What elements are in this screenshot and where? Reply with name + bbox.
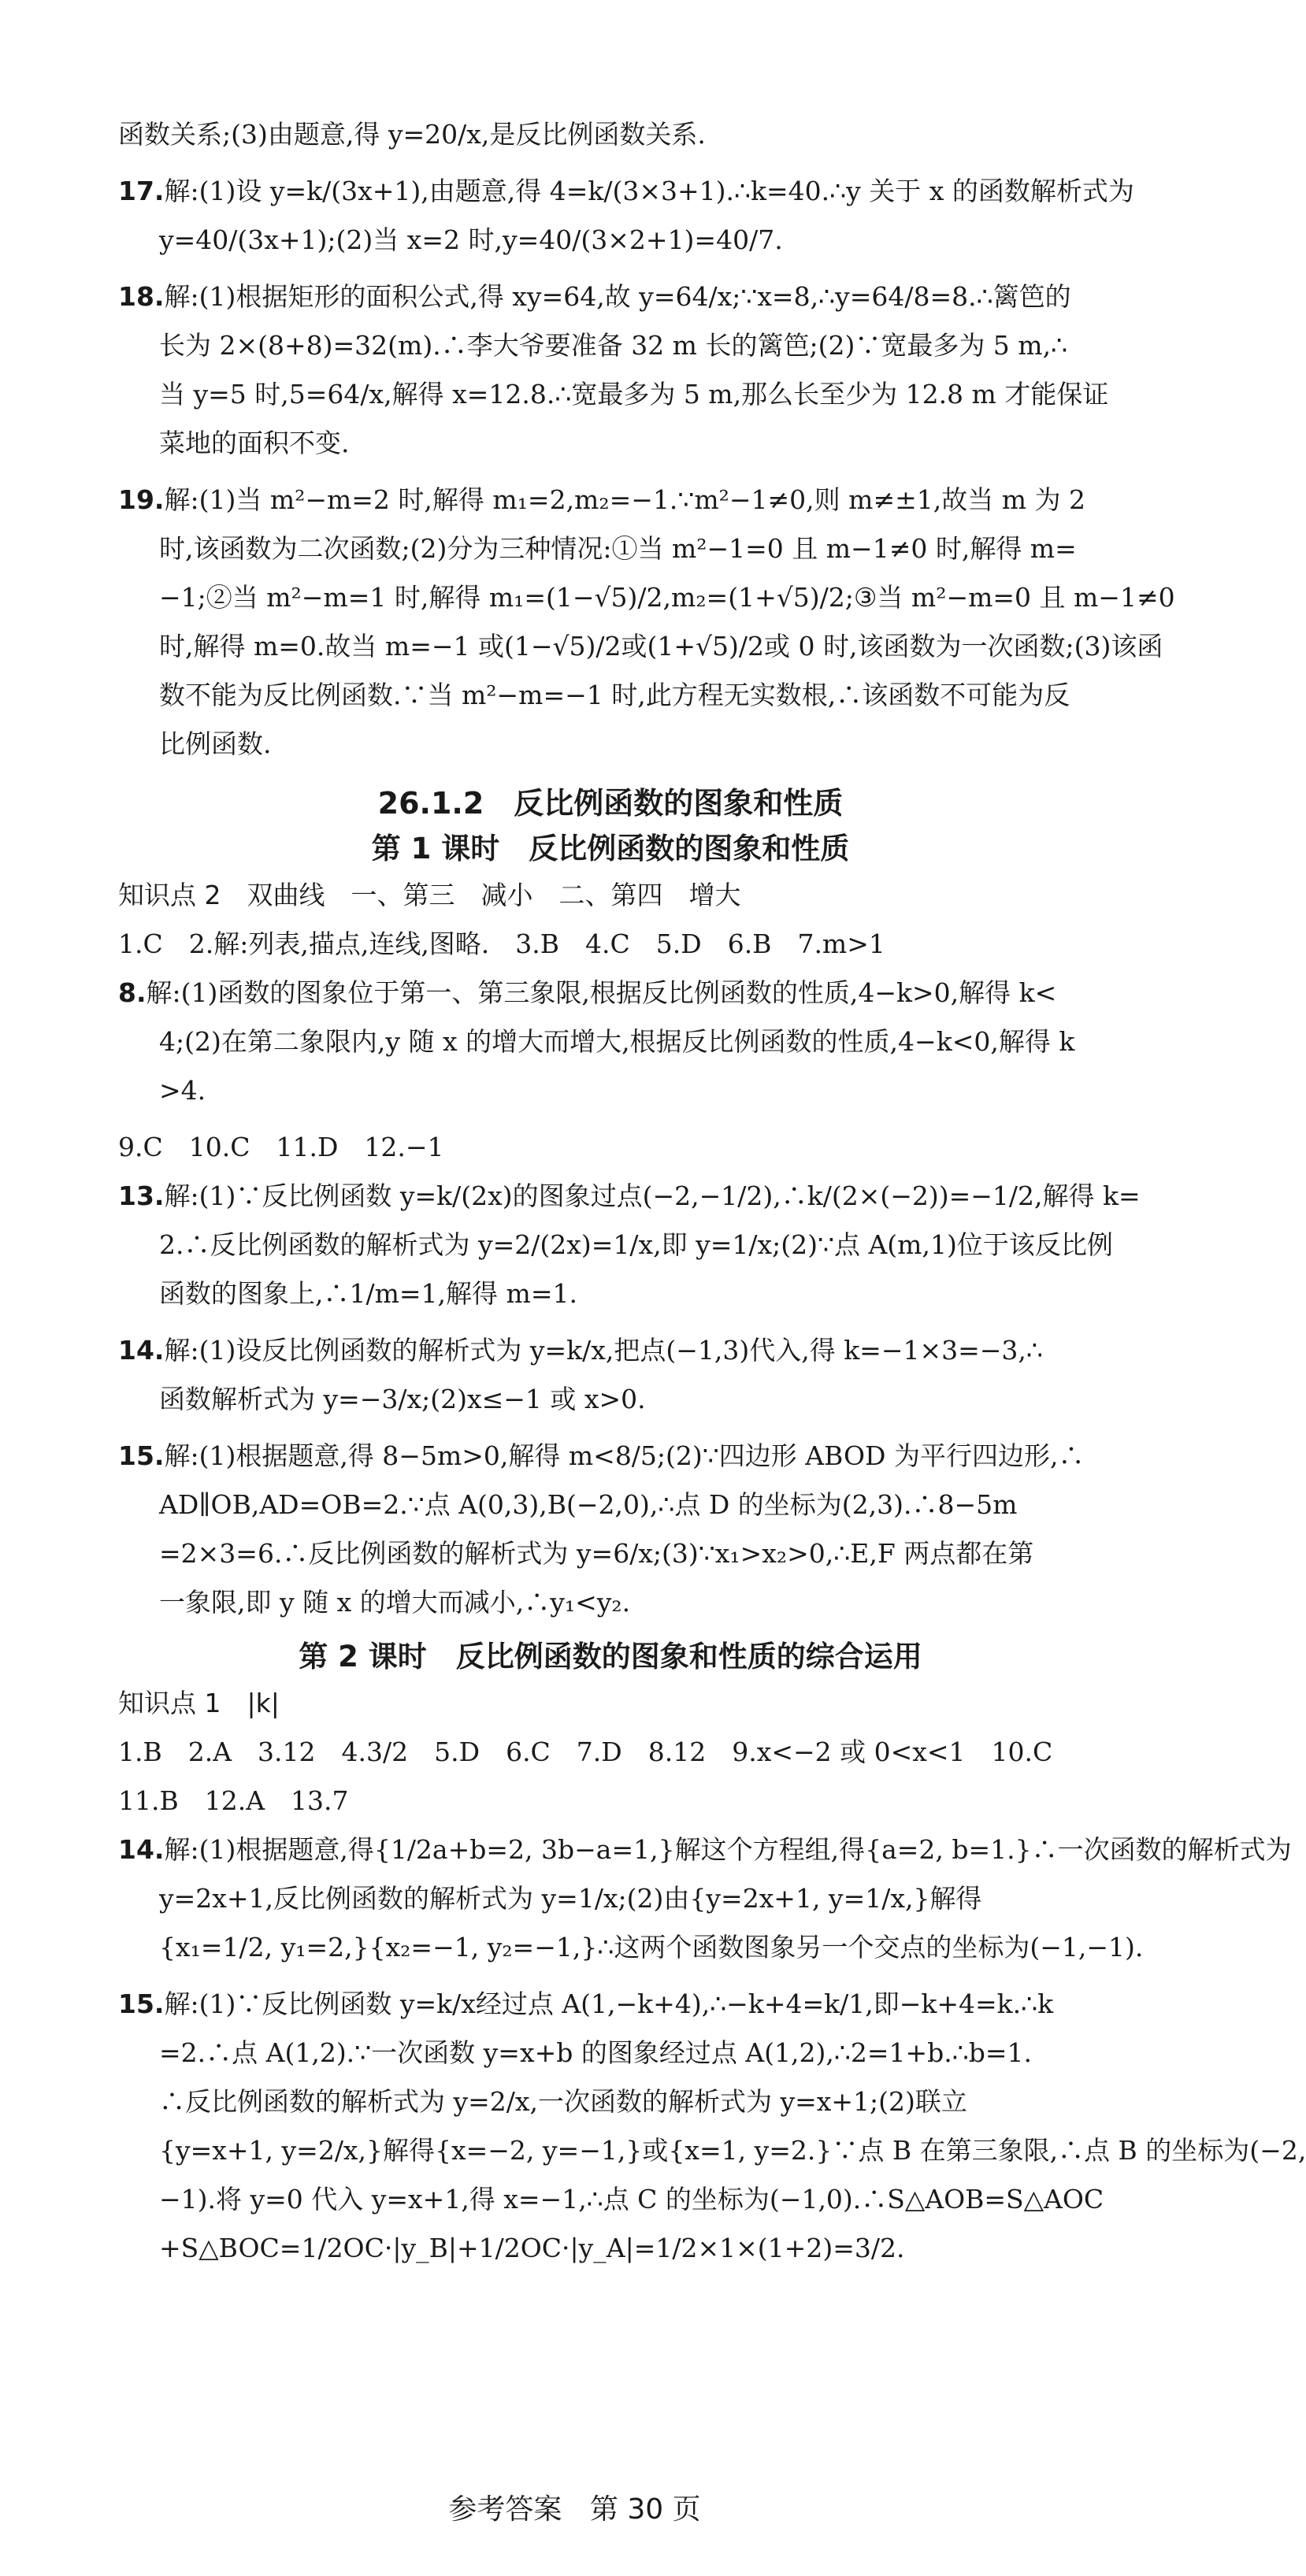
footer-label: 参考答案: [448, 2493, 562, 2526]
answers-1-7: 1.C 2.解:列表,描点,连线,图略. 3.B 4.C 5.D 6.B 7.m>1: [118, 928, 885, 959]
question-number: 15.: [118, 1440, 165, 1471]
question-number: 13.: [118, 1181, 165, 1211]
knowledge-point-2: 知识点 2 双曲线 一、第三 减小 二、第四 增大: [118, 880, 741, 910]
answer-text: 解:(1)设反比例函数的解析式为 y=k/x,把点(−1,3)代入,得 k=−1×3=−3,∴: [164, 1335, 1043, 1366]
answer-text: >4.: [159, 1075, 206, 1106]
answer-line: [118, 1825, 1292, 1874]
answer-item: [118, 476, 1175, 769]
answer-text: 时,该函数为二次函数;(2)分为三种情况:①当 m²−1=0 且 m−1≠0 时,解得 m=: [159, 533, 1077, 564]
answer-line: [118, 1481, 1103, 1529]
answer-line: [118, 1432, 1103, 1481]
answer-text: 比例函数.: [159, 728, 272, 759]
lesson-title-1: 第 1 课时 反比例函数的图象和性质: [371, 832, 850, 865]
answer-item: [118, 969, 1103, 1115]
question-number: 14.: [118, 1335, 165, 1366]
answer-text: −1;②当 m²−m=1 时,解得 m₁=(1−√5)/2,m₂=(1+√5)/2;③当 m²−m=0 且 m−1≠0: [159, 582, 1175, 613]
answer-line: [118, 2077, 1103, 2126]
answer-text: 解:(1)∵反比例函数 y=k/(2x)的图象过点(−2,−1/2),∴k/(2×(−2))=−1/2,解得 k=: [164, 1181, 1141, 1211]
answer-line: [118, 720, 1103, 769]
question-number: 18.: [118, 281, 165, 312]
answer-line: [118, 1578, 1103, 1627]
knowledge-point-1: 知识点 1 |k|: [118, 1688, 280, 1718]
answer-text: {y=x+1, y=2/x,}解得{x=−2, y=−1,}或{x=1, y=2.}∵点 B 在第三象限,∴点 B 的坐标为(−2,: [159, 2135, 1306, 2166]
answer-line: [118, 1375, 1103, 1424]
answer-line: [118, 2175, 1103, 2224]
answer-line: [118, 2224, 1103, 2273]
answer-line: [118, 216, 1103, 265]
answer-text: {x₁=1/2, y₁=2,}{x₂=−1, y₂=−1,}∴这两个函数图象另一个交点的坐标为(−1,−1).: [159, 1932, 1144, 1963]
answer-item: [118, 1825, 1292, 1972]
answer-item: [118, 1980, 1306, 2273]
answer-item: [118, 1432, 1103, 1627]
answer-line: [118, 321, 1103, 370]
answer-line: [118, 1529, 1103, 1578]
answer-text: +S△BOC=1/2OC·|y_B|+1/2OC·|y_A|=1/2×1×(1+2)=3/2.: [159, 2233, 905, 2263]
answer-line: [118, 1017, 1103, 1066]
question-number: 15.: [118, 1989, 165, 2019]
answer-text: −1).将 y=0 代入 y=x+1,得 x=−1,∴点 C 的坐标为(−1,0).∴S△AOB=S△AOC: [159, 2184, 1104, 2215]
answer-line: [118, 167, 1134, 216]
answer-item: [118, 272, 1109, 468]
answer-line: [118, 1172, 1141, 1221]
answer-item: [118, 1326, 1103, 1424]
answer-line: [118, 671, 1103, 720]
answer-text: y=40/(3x+1);(2)当 x=2 时,y=40/(3×2+1)=40/7.: [159, 224, 783, 255]
answer-line: [118, 110, 1103, 159]
answer-line: [118, 622, 1163, 671]
answer-text: 解:(1)根据题意,得{1/2a+b=2, 3b−a=1,}解这个方程组,得{a=2, b=1.}∴一次函数的解析式为: [164, 1834, 1292, 1865]
answer-line: [118, 476, 1103, 524]
answer-text: 解:(1)当 m²−m=2 时,解得 m₁=2,m₂=−1.∵m²−1≠0,则 m≠±1,故当 m 为 2: [164, 484, 1085, 515]
answer-line: [118, 1221, 1113, 1269]
answer-text: 解:(1)函数的图象位于第一、第三象限,根据反比例函数的性质,4−k>0,解得 k<: [146, 977, 1057, 1008]
answer-text: 解:(1)根据题意,得 8−5m>0,解得 m<8/5;(2)∵四边形 ABOD 为平行四边形,∴: [164, 1440, 1085, 1471]
answer-line: [118, 1269, 1103, 1318]
answer-line: [118, 1923, 1144, 1972]
answer-line: [118, 524, 1103, 573]
answer-item: [118, 167, 1134, 265]
question-number: 17.: [118, 176, 165, 206]
answers-1-10: 1.B 2.A 3.12 4.3/2 5.D 6.C 7.D 8.12 9.x<−2 或 0<x<1 10.C: [118, 1736, 1053, 1767]
answer-line: [118, 272, 1103, 321]
answer-line: [118, 969, 1103, 1017]
lesson-title-2: 第 2 课时 反比例函数的图象和性质的综合运用: [299, 1640, 922, 1673]
answer-line: [118, 2126, 1306, 2175]
answer-text: 解:(1)设 y=k/(3x+1),由题意,得 4=k/(3×3+1).∴k=40.∴y 关于 x 的函数解析式为: [164, 176, 1134, 206]
answer-text: 当 y=5 时,5=64/x,解得 x=12.8.∴宽最多为 5 m,那么长至少为 12.8 m 才能保证: [159, 379, 1109, 410]
answer-text: 时,解得 m=0.故当 m=−1 或(1−√5)/2或(1+√5)/2或 0 时,该函数为一次函数;(3)该函: [159, 631, 1163, 662]
answer-text: =2.∴点 A(1,2).∵一次函数 y=x+b 的图象经过点 A(1,2),∴2=1+b.∴b=1.: [159, 2037, 1033, 2068]
answer-text: 数不能为反比例函数.∵当 m²−m=−1 时,此方程无实数根,∴该函数不可能为反: [159, 680, 1070, 710]
answer-text: 函数的图象上,∴1/m=1,解得 m=1.: [159, 1278, 577, 1309]
answer-line: [118, 370, 1109, 419]
answer-text: ∴反比例函数的解析式为 y=2/x,一次函数的解析式为 y=x+1;(2)联立: [159, 2086, 967, 2117]
answer-line: [118, 1874, 1103, 1923]
page-footer: [0, 2487, 1149, 2527]
answer-text: 函数关系;(3)由题意,得 y=20/x,是反比例函数关系.: [118, 119, 706, 150]
answer-text: y=2x+1,反比例函数的解析式为 y=1/x;(2)由{y=2x+1, y=1/x,}解得: [159, 1883, 982, 1914]
answer-text: AD∥OB,AD=OB=2.∵点 A(0,3),B(−2,0),∴点 D 的坐标为(2,3).∴8−5m: [159, 1489, 1018, 1520]
answer-line: [118, 2029, 1103, 2077]
answer-text: 函数解析式为 y=−3/x;(2)x≤−1 或 x>0.: [159, 1384, 646, 1414]
answer-line: [118, 1980, 1103, 2029]
answer-page: [118, 110, 1306, 2281]
answer-line: [118, 1066, 1103, 1115]
answer-text: 菜地的面积不变.: [159, 428, 350, 458]
answer-text: 解:(1)根据矩形的面积公式,得 xy=64,故 y=64/x;∵x=8,∴y=64/8=8.∴篱笆的: [164, 281, 1071, 312]
page-number: 第 30 页: [589, 2493, 701, 2526]
answer-text: 解:(1)∵反比例函数 y=k/x经过点 A(1,−k+4),∴−k+4=k/1,即−k+4=k.∴k: [164, 1989, 1054, 2019]
section-title: 26.1.2 反比例函数的图象和性质: [377, 786, 844, 821]
answers-9-12: 9.C 10.C 11.D 12.−1: [118, 1132, 444, 1162]
answer-item: [118, 1172, 1141, 1318]
answers-11-13: 11.B 12.A 13.7: [118, 1785, 349, 1816]
answer-line: [118, 573, 1175, 622]
answer-text: =2×3=6.∴反比例函数的解析式为 y=6/x;(3)∵x₁>x₂>0,∴E,F 两点都在第: [159, 1538, 1034, 1569]
answer-text: 长为 2×(8+8)=32(m).∴李大爷要准备 32 m 长的篱笆;(2)∵宽最多为 5 m,∴: [159, 330, 1068, 361]
question-number: 14.: [118, 1834, 165, 1865]
answer-text: 一象限,即 y 随 x 的增大而减小,∴y₁<y₂.: [159, 1587, 631, 1618]
question-number: 19.: [118, 484, 165, 515]
answer-item: [118, 110, 1103, 159]
question-number: 8.: [118, 977, 147, 1008]
answer-text: 2.∴反比例函数的解析式为 y=2/(2x)=1/x,即 y=1/x;(2)∵点 A(m,1)位于该反比例: [159, 1229, 1113, 1260]
answer-line: [118, 419, 1103, 468]
answer-line: [118, 1326, 1103, 1375]
answer-text: 4;(2)在第二象限内,y 随 x 的增大而增大,根据反比例函数的性质,4−k<0,解得 k: [159, 1026, 1075, 1057]
